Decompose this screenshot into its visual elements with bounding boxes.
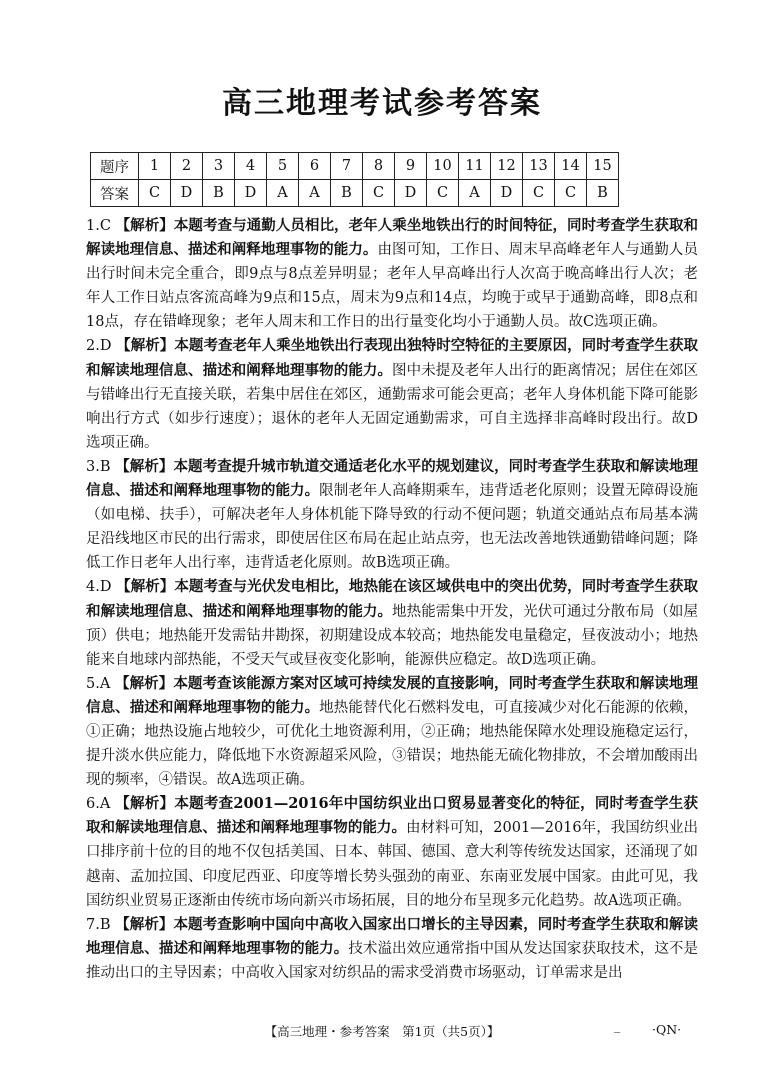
page-footer <box>0 1018 764 1040</box>
question-number: 6 <box>299 153 331 180</box>
answer-table-number-row <box>91 153 619 180</box>
question-number: 7 <box>331 153 363 180</box>
question-number: 5 <box>267 153 299 180</box>
item-body: 技术溢出效应通常指中国从发达国家获取技术，这不是推动出口的主导因素；中高收入国家对纺织品的需求受消费市场驱动，订单需求是出 <box>86 940 699 981</box>
item-lead: 本题考查该能源方案对区域可持续发展的直接影响，同时考查学生获取和解读地理信息、描述和阐释地理事物的能力。 <box>86 674 699 716</box>
answer-cell: B <box>203 180 235 207</box>
item-number-answer: 6.A <box>86 796 111 813</box>
explanation-item <box>86 913 698 985</box>
question-number: 1 <box>139 153 171 180</box>
answer-cell: C <box>427 180 459 207</box>
question-number: 9 <box>395 153 427 180</box>
question-number: 3 <box>203 153 235 180</box>
question-number: 2 <box>171 153 203 180</box>
question-number: 15 <box>587 153 619 180</box>
answer-cell: C <box>523 180 555 207</box>
answer-cell: A <box>459 180 491 207</box>
row-label-answer: 答案 <box>91 180 139 207</box>
footer-page-info: 【高三地理・参考答案 第1页（共5页）】 <box>264 1024 500 1039</box>
explanation-item <box>86 455 698 575</box>
analysis-tag: 【解析】 <box>116 337 175 355</box>
footer-code: ·QN· <box>652 1022 682 1037</box>
page-title: 高三地理考试参考答案 <box>222 86 542 121</box>
item-number-answer: 4.D <box>86 579 112 596</box>
item-lead: 本题考查与通勤人员相比，老年人乘坐地铁出行的时间特征，同时考查学生获取和解读地理信息、描述和阐释地理事物的能力。 <box>86 217 699 259</box>
answer-cell: A <box>299 180 331 207</box>
explanation-item <box>86 334 698 454</box>
item-number-answer: 7.B <box>86 916 111 933</box>
analysis-tag: 【解析】 <box>115 457 174 475</box>
item-body: 由材料可知，2001—2016年，我国纺织业出口排序前十位的目的地不仅包括美国、日本、韩国、德国、意大利等传统发达国家，还涌现了如越南、孟加拉国、印度尼西亚、印度等增长势头强劲的南亚、东南亚发展中国家。由此可见，我国纺织业贸易正逐渐由传统市场向新兴市场拓展，目的地分布呈现多元化趋势。故A选项正确。 <box>86 820 698 909</box>
answer-cell: D <box>395 180 427 207</box>
item-number-answer: 5.A <box>86 675 111 692</box>
question-number: 10 <box>427 153 459 180</box>
analysis-tag: 【解析】 <box>115 915 174 933</box>
explanation-item <box>86 575 698 671</box>
question-number: 8 <box>363 153 395 180</box>
answer-table <box>90 152 619 207</box>
item-body: 由图可知，工作日、周末早高峰老年人与通勤人员出行时间未完全重合，即9点与8点差异明显；老年人早高峰出行人次高于晚高峰出行人次；老年人工作日站点客流高峰为9点和15点，周末为9点和14点，均晚于或早于通勤高峰，即8点和18点，存在错峰现象；老年人周末和工作日的出行量变化均小于通勤人员。故C选项正确。 <box>86 242 699 331</box>
item-number-answer: 3.B <box>86 458 111 475</box>
answer-cell: D <box>491 180 523 207</box>
question-number: 11 <box>459 153 491 180</box>
explanations <box>86 214 698 985</box>
item-body: 地热能替代化石燃料发电，可直接减少对化石能源的依赖，①正确；地热设施占地较少，可优化土地资源利用，②正确；地热能保障水处理设施稳定运行，提升淡水供应能力，降低地下水资源超采风险，③错误；地热能无硫化物排放，不会增加酸雨出现的频率，④错误。故A选项正确。 <box>86 699 698 789</box>
question-number: 13 <box>523 153 555 180</box>
item-body: 图中未提及老年人出行的距离情况；居住在郊区与错峰出行无直接关联，若集中居住在郊区，通勤需求可能会更高；老年人身体机能下降可能影响出行方式（如步行速度）；退休的老年人无固定通勤需求，可自主选择非高峰时段出行。故D选项正确。 <box>86 362 699 451</box>
answer-cell: D <box>171 180 203 207</box>
answer-cell: D <box>235 180 267 207</box>
item-lead: 本题考查与光伏发电相比，地热能在该区域供电中的突出优势，同时考查学生获取和解读地理信息、描述和阐释地理事物的能力。 <box>86 578 699 620</box>
item-number-answer: 2.D <box>86 338 112 355</box>
analysis-tag: 【解析】 <box>115 795 175 813</box>
question-number: 12 <box>491 153 523 180</box>
question-number: 14 <box>555 153 587 180</box>
answer-cell: C <box>139 180 171 207</box>
item-lead: 本题考查老年人乘坐地铁出行表现出独特时空特征的主要原因，同时考查学生获取和解读地理信息、描述和阐释地理事物的能力。 <box>86 337 699 379</box>
answer-cell: C <box>555 180 587 207</box>
answer-cell: A <box>267 180 299 207</box>
item-lead: 本题考查提升城市轨道交通适老化水平的规划建议，同时考查学生获取和解读地理信息、描述和阐释地理事物的能力。 <box>86 457 699 500</box>
footer-dash: _ <box>614 1018 621 1033</box>
item-body: 限制老年人高峰期乘车，违背适老化原则；设置无障碍设施（如电梯、扶手），可解决老年人身体机能下降导致的行动不便问题；轨道交通站点布局基本满足沿线地区市民的出行需求，即使居住区布局在起止站点旁，也无法改善地铁通勤错峰问题；降低工作日老年人出行率，违背适老化原则。故B选项正确。 <box>86 483 698 572</box>
explanation-item <box>86 792 698 912</box>
row-label-question-number: 题序 <box>91 153 139 180</box>
question-number: 4 <box>235 153 267 180</box>
analysis-tag: 【解析】 <box>116 578 175 596</box>
answer-cell: C <box>363 180 395 207</box>
analysis-tag: 【解析】 <box>115 217 174 234</box>
explanation-item <box>86 214 698 334</box>
item-lead: 本题考查2001—2016年中国纺织业出口贸易显著变化的特征，同时考查学生获取和解读地理信息、描述和阐释地理事物的能力。 <box>86 795 699 837</box>
answer-cell: B <box>331 180 363 207</box>
answer-cell: B <box>587 180 619 207</box>
explanation-item <box>86 672 698 792</box>
item-number-answer: 1.C <box>86 218 111 234</box>
item-lead: 本题考查影响中国向中高收入国家出口增长的主导因素，同时考查学生获取和解读地理信息、描述和阐释地理事物的能力。 <box>86 915 699 957</box>
item-body: 地热能需集中开发，光伏可通过分散布局（如屋顶）供电；地热能开发需钻井勘探，初期建设成本较高；地热能发电量稳定，昼夜波动小；地热能来自地球内部热能，不受天气或昼夜变化影响，能源供应稳定。故D选项正确。 <box>86 603 699 668</box>
answer-table-answer-row <box>91 180 619 207</box>
analysis-tag: 【解析】 <box>115 674 174 692</box>
